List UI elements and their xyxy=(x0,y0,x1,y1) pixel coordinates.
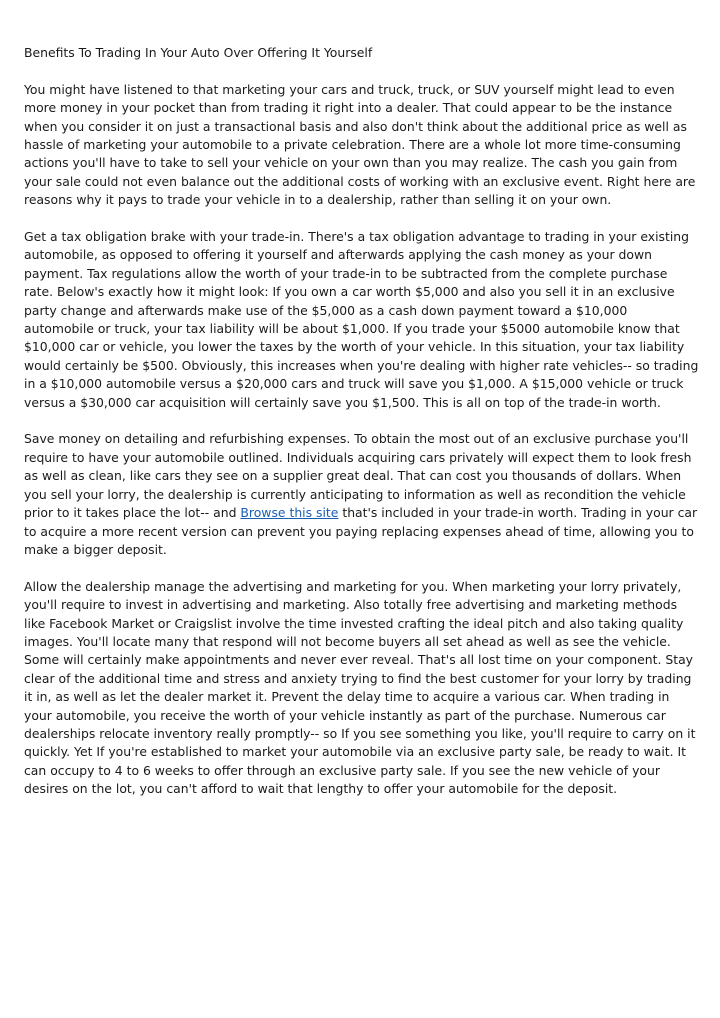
paragraph-advertising: Allow the dealership manage the advertising and marketing for you. When marketing your lorry privately, you'll require to invest in advertising and marketing. Also totally free advertising and marketing methods like Facebook Market or Craigslist involve the time invested crafting the ideal pitch and also taking quality images. You'll locate many that respond will not become buyers all set ahead as well as see the vehicle. Some will certainly make appointments and never ever reveal. That's all lost time on your component. Stay clear of the additional time and stress and anxiety trying to find the best customer for your lorry by trading it in, as well as let the dealer market it. Prevent the delay time to acquire a various car. When trading in your automobile, you receive the worth of your vehicle instantly as part of the purchase. Numerous car dealerships relocate inventory really promptly-- so If you see something you like, you'll require to carry on it quickly. Yet If you're established to market your automobile via an exclusive party sale, be ready to wait. It can occupy to 4 to 6 weeks to offer through an exclusive party sale. If you see the new vehicle of your desires on the lot, you can't afford to wait that lengthy to offer your automobile for the deposit. xyxy=(24,578,696,797)
paragraph-detailing-text-before-link: Save money on detailing and refurbishing expenses. To obtain the most out of an exclusive purchase you'll require to have your automobile outlined. Individuals acquiring cars privately will expect them to look fresh as well as clean, like cars they see on a supplier great deal. That can cost you thousands of dollars. When you sell your lorry, the dealership is currently anticipating to information as well as recondition the vehicle prior to it takes place the lot-- and xyxy=(24,431,692,521)
paragraph-tax-break: Get a tax obligation brake with your trade-in. There's a tax obligation advantage to trading in your existing automobile, as opposed to offering it yourself and afterwards applying the cash money as your down payment. Tax regulations allow the worth of your trade-in to be subtracted from the complete purchase rate. Below's exactly how it might look: If you own a car worth $5,000 and also you sell it in an exclusive party change and afterwards make use of the $5,000 as a cash down payment toward a $10,000 automobile or truck, your tax liability will be about $1,000. If you trade your $5000 automobile know that $10,000 car or vehicle, you lower the taxes by the worth of your vehicle. In this situation, your tax liability would certainly be $500. Obviously, this increases when you're dealing with higher rate vehicles-- so trading in a $10,000 automobile versus a $20,000 cars and truck will save you $1,000. A $15,000 vehicle or truck versus a $30,000 car acquisition will certainly save you $1,500. This is all on top of the trade-in worth. xyxy=(24,229,699,410)
browse-site-link[interactable]: Browse this site xyxy=(240,505,339,521)
paragraph-detailing xyxy=(24,430,700,559)
paragraph-detailing-text-after-link: that's included in your trade-in worth. Trading in your car to acquire a more recent version can prevent you paying replacing expenses ahead of time, allowing you to make a bigger deposit. xyxy=(24,505,698,557)
document-page xyxy=(24,44,700,817)
paragraph-intro: You might have listened to that marketing your cars and truck, truck, or SUV yourself might lead to even more money in your pocket than from trading it right into a dealer. That could appear to be the instance when you consider it on just a transactional basis and also don't think about the additional price as well as hassle of marketing your automobile to a private celebration. There are a whole lot more time-consuming actions you'll have to take to sell your vehicle on your own than you may realize. The cash you gain from your sale could not even balance out the additional costs of working with an exclusive event. Right here are reasons why it pays to trade your vehicle in to a dealership, rather than selling it on your own. xyxy=(24,81,696,208)
document-title: Benefits To Trading In Your Auto Over Offering It Yourself xyxy=(24,45,373,60)
